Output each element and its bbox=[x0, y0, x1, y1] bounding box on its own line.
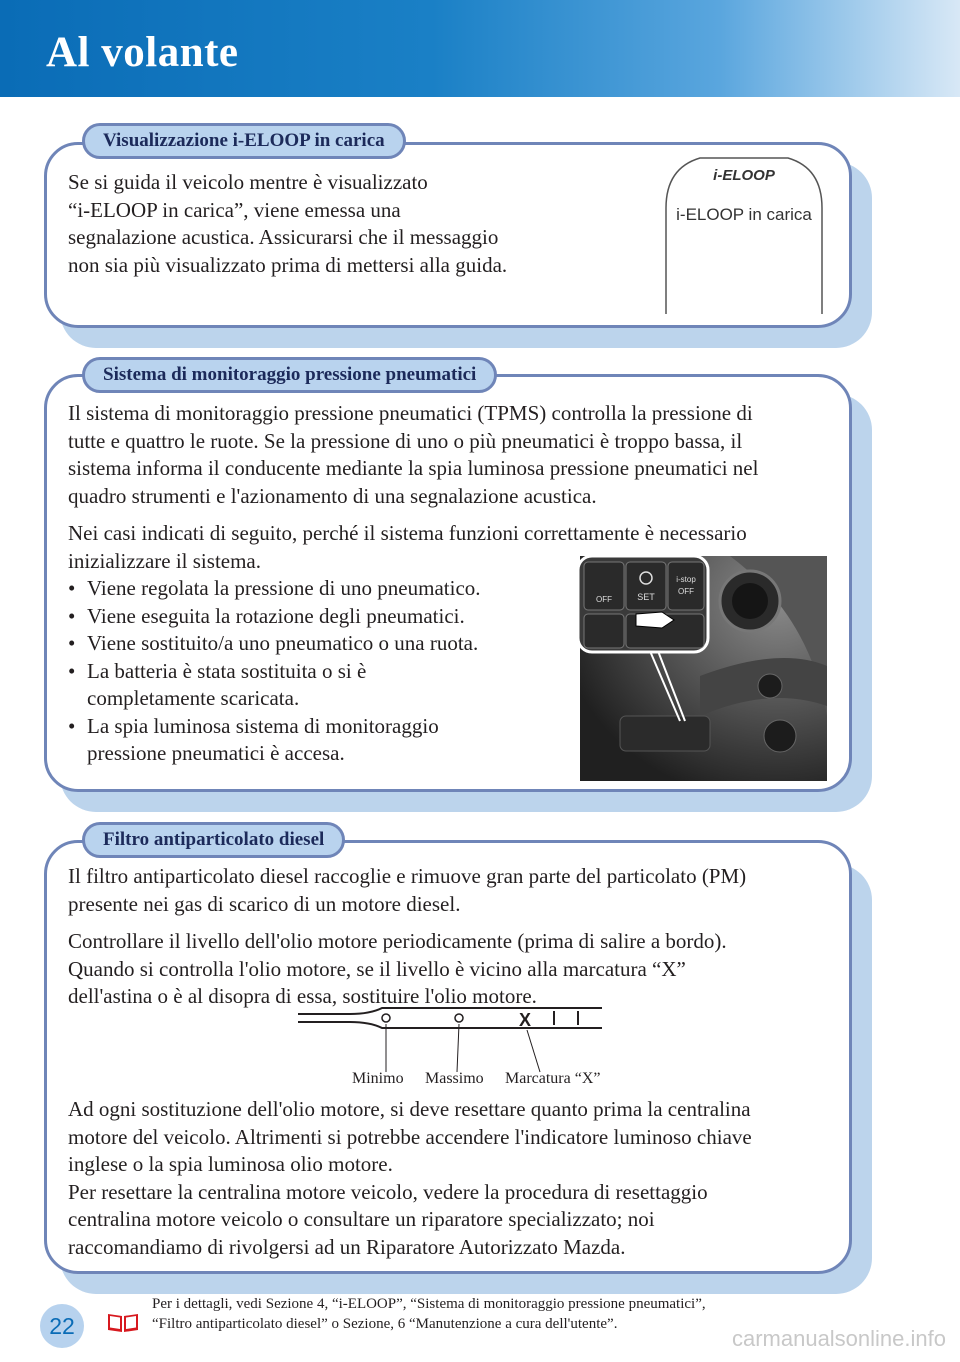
text-line: inizializzare il sistema. bbox=[68, 548, 261, 573]
text-line: Ad ogni sostituzione dell'olio motore, si deve resettare quanto prima la centralina bbox=[68, 1097, 751, 1121]
text-line: centralina motore veicolo o consultare un riparatore specializzato; noi bbox=[68, 1207, 655, 1231]
section-2-tab: Sistema di monitoraggio pressione pneumatici bbox=[82, 357, 497, 393]
section-1-text bbox=[68, 169, 588, 279]
iloop-display-text: i-ELOOP in carica bbox=[676, 205, 812, 224]
x-mark: X bbox=[518, 1010, 532, 1030]
text-line: Controllare il livello dell'olio motore periodicamente (prima di salire a bordo). bbox=[68, 929, 727, 953]
text-line: “i-ELOOP in carica”, viene emessa una bbox=[68, 197, 401, 222]
text-line: tutte e quattro le ruote. Se la pressione di uno o più pneumatici è troppo bassa, il bbox=[68, 428, 743, 453]
text-line: Il sistema di monitoraggio pressione pneumatici (TPMS) controlla la pressione di bbox=[68, 401, 753, 425]
text-line: quadro strumenti e l'azionamento di una segnalazione acustica. bbox=[68, 483, 597, 508]
section-1-tab: Visualizzazione i-ELOOP in carica bbox=[82, 123, 406, 159]
text-line: dell'astina o è al disopra di essa, sostituire l'olio motore. bbox=[68, 984, 537, 1008]
section-3-text-a bbox=[68, 863, 838, 1011]
text-line: Quando si controlla l'olio motore, se il livello è vicino alla marcatura “X” bbox=[68, 956, 686, 981]
list-item: • Viene sostituito/a uno pneumatico o una ruota. bbox=[68, 630, 508, 658]
iloop-logo: i-ELOOP bbox=[713, 167, 775, 184]
dipstick-label-x: Marcatura “X” bbox=[505, 1070, 601, 1087]
list-item: • La spia luminosa sistema di monitoraggio pressione pneumatici è accesa. bbox=[68, 713, 487, 768]
page-header bbox=[0, 0, 960, 97]
istop-off-label: OFF bbox=[678, 587, 694, 596]
section-3-tab: Filtro antiparticolato diesel bbox=[82, 822, 345, 858]
iloop-display-illustration bbox=[660, 148, 828, 316]
text-line: sistema informa il conducente mediante la spia luminosa pressione pneumatici nel bbox=[68, 456, 759, 480]
text-line: motore del veicolo. Altrimenti si potrebbe accendere l'indicatore luminoso chiave bbox=[68, 1124, 752, 1149]
set-label: SET bbox=[637, 592, 655, 602]
text-line: Il filtro antiparticolato diesel raccoglie e rimuove gran parte del particolato (PM) bbox=[68, 864, 747, 888]
text-line: non sia più visualizzato prima di mettersi alla guida. bbox=[68, 252, 508, 277]
book-icon bbox=[106, 1310, 140, 1334]
text-line: Per resettare la centralina motore veicolo, vedere la procedura di resettaggio bbox=[68, 1179, 708, 1204]
dsc-off-label: OFF bbox=[596, 595, 612, 604]
list-item: • La batteria è stata sostituita o si è completamente scaricata. bbox=[68, 658, 407, 713]
text-line: Nei casi indicati di seguito, perché il sistema funzioni correttamente è necessario bbox=[68, 521, 747, 545]
dipstick-label-max: Massimo bbox=[425, 1070, 484, 1087]
text-line: inglese o la spia luminosa olio motore. bbox=[68, 1152, 393, 1176]
list-item: • Viene eseguita la rotazione degli pneumatici. bbox=[68, 603, 508, 631]
text-line: presente nei gas di scarico di un motore diesel. bbox=[68, 891, 461, 916]
footer-line: Per i dettagli, vedi Sezione 4, “i-ELOOP”, “Sistema di monitoraggio pressione pneumatici”, bbox=[152, 1296, 706, 1312]
footer-line: “Filtro antiparticolato diesel” o Sezione, 6 “Manutenzione a cura dell'utente”. bbox=[152, 1316, 618, 1332]
section-3-text-b bbox=[68, 1096, 838, 1261]
watermark: carmanualsonline.info bbox=[731, 1326, 946, 1351]
page-title: Al volante bbox=[46, 29, 239, 76]
text-line: Se si guida il veicolo mentre è visualizzato bbox=[68, 170, 428, 194]
page-number: 22 bbox=[40, 1304, 84, 1348]
bullet-list bbox=[68, 575, 508, 768]
istop-label: i-stop bbox=[676, 575, 696, 584]
list-item: • Viene regolata la pressione di uno pneumatico. bbox=[68, 575, 508, 603]
dipstick-label-min: Minimo bbox=[352, 1070, 404, 1087]
text-line: raccomandiamo di rivolgersi ad un Riparatore Autorizzato Mazda. bbox=[68, 1234, 626, 1259]
tpms-switch-callout bbox=[574, 552, 714, 662]
text-line: segnalazione acustica. Assicurarsi che il messaggio bbox=[68, 225, 499, 249]
